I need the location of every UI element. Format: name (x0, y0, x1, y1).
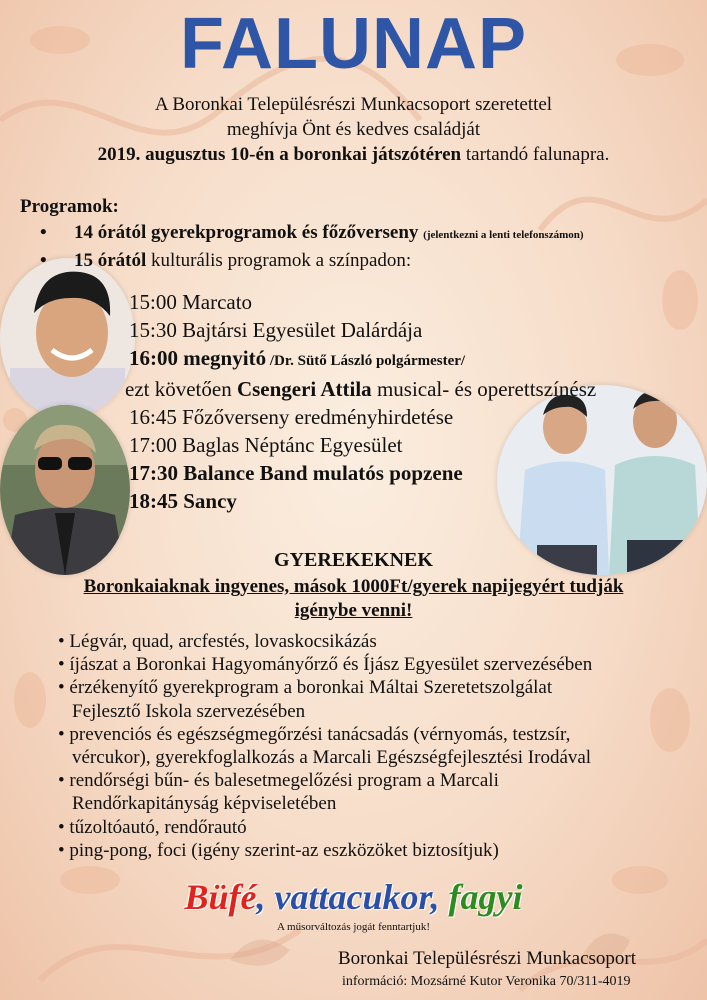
kids-heading: GYEREKEKNEK (274, 549, 433, 571)
buffet-comma: , (430, 877, 449, 917)
bullet: • (40, 222, 47, 243)
program-item-1-note: (jelentkezni a lenti telefonszámon) (423, 229, 584, 241)
list-item (58, 816, 592, 839)
list-item (58, 723, 592, 746)
schedule-followed-by: ezt követően (125, 377, 237, 401)
bullet: • (58, 723, 65, 745)
list-item-text: rendőrségi bűn- és balesetmegelőzési program a Marcali (69, 770, 499, 792)
program-item-2-bold: 15 órától (74, 250, 147, 271)
schedule-performer: Csengeri Attila (236, 377, 372, 401)
program-item-2 (40, 248, 584, 274)
bullet: • (58, 631, 65, 652)
list-item (58, 676, 592, 699)
buffet-comma: , (256, 877, 275, 917)
schedule-row: 15:30 Bajtársi Egyesület Dalárdája (129, 318, 423, 342)
list-item-text: prevenciós és egészségmegőrzési tanácsadás (vérnyomás, testzsír, (69, 723, 571, 745)
list-item-text: Légvár, quad, arcfestés, lovaskocsikázás (69, 631, 377, 652)
invitation-intro (0, 92, 707, 167)
bullet: • (58, 654, 65, 676)
intro-line-1: A Boronkai Településrészi Munkacsoport szeretettel (154, 94, 553, 115)
list-item (58, 839, 592, 862)
schedule-row (129, 344, 596, 375)
intro-line-3-rest: tartandó falunapra. (461, 144, 610, 165)
organizer-name: Boronkai Településrészi Munkacsoport (338, 948, 637, 969)
list-item-text: íjászat a Boronkai Hagyományőrző és Íjász Egyesület szervezésében (69, 654, 593, 676)
bullet: • (40, 250, 47, 271)
buffet-word-2: vattacukor (274, 877, 431, 917)
program-item-1 (40, 220, 584, 248)
stage-schedule (125, 288, 597, 515)
list-item-text: ping-pong, foci (igény szerint-az eszközöket biztosítjuk) (69, 839, 499, 861)
kids-pricing-line-2: igénybe venni! (294, 600, 413, 621)
schedule-opening-note: /Dr. Sütő László polgármester/ (266, 353, 466, 369)
buffet-word-3: fagyi (448, 877, 523, 917)
bullet: • (58, 770, 65, 792)
bullet: • (58, 816, 65, 838)
contact-info: információ: Mozsárné Kutor Veronika 70/311-4019 (342, 974, 631, 989)
intro-line-3 (0, 142, 707, 167)
list-item-continued: vércukor), gyerekfoglalkozás a Marcali Egészségfejlesztési Irodával (72, 747, 592, 769)
list-item-continued: Fejlesztő Iskola szervezésében (72, 700, 306, 722)
buffet-word-1: Büfé (184, 877, 257, 917)
schedule-performer-role: musical- és operettszínész (371, 377, 597, 401)
schedule-row: 18:45 Sancy (129, 489, 237, 513)
program-item-2-text: kulturális programok a színpadon: (146, 250, 412, 271)
list-item (58, 630, 592, 653)
event-date-location: 2019. augusztus 10-én a boronkai játszótéren (97, 144, 462, 165)
schedule-row: 15:00 Marcato (129, 290, 253, 314)
bullet: • (58, 839, 65, 861)
schedule-row: 17:30 Balance Band mulatós popzene (129, 461, 463, 485)
bullet: • (58, 677, 65, 699)
schedule-opening: 16:00 megnyitó (129, 346, 267, 370)
programs-heading: Programok: (20, 196, 119, 217)
intro-line-2: meghívja Önt és kedves családját (226, 119, 481, 140)
schedule-row (125, 375, 596, 403)
programs-list (40, 220, 584, 274)
list-item-text: tűzoltóautó, rendőrautó (69, 816, 247, 838)
kids-pricing-line-1: Boronkaiaknak ingyenes, mások 1000Ft/gyerek napijegyért tudják (83, 576, 624, 597)
page-title: FALUNAP (180, 4, 527, 84)
kids-pricing (0, 575, 707, 623)
list-item (58, 653, 592, 676)
program-item-1-text: 14 órától gyerekprogramok és főzőverseny (74, 222, 419, 243)
program-change-disclaimer: A műsorváltozás jogát fenntartjuk! (276, 921, 431, 933)
schedule-row: 17:00 Baglas Néptánc Egyesület (129, 433, 403, 457)
list-item-continued: Rendőrkapitányság képviseletében (72, 793, 337, 815)
list-item-text: érzékenyítő gyerekprogram a boronkai Máltai Szeretetszolgálat (69, 677, 553, 699)
buffet-banner (0, 876, 707, 918)
photo-man-portrait (0, 258, 135, 418)
list-item (58, 769, 592, 792)
kids-activity-list (58, 630, 592, 862)
schedule-row: 16:45 Főzőverseny eredményhirdetése (129, 405, 454, 429)
